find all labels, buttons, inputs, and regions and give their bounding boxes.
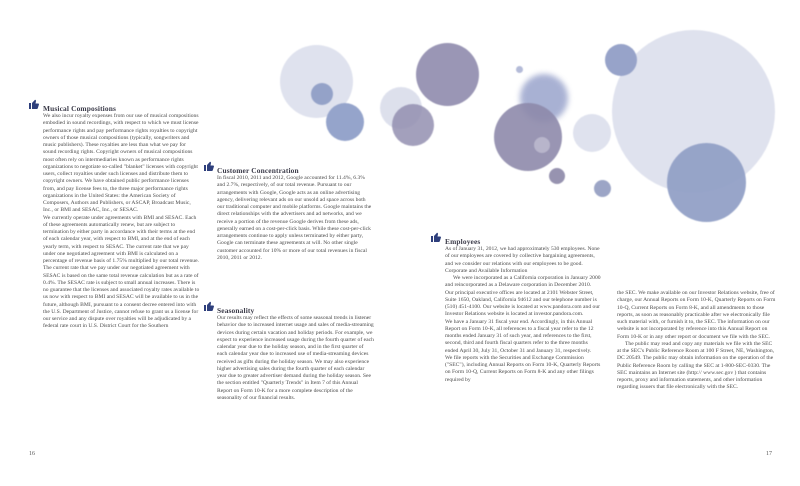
section-paragraph: We file reports with the Securities and Exchange Commission ("SEC"), including Annual Reports on Form 10-K, Quarterly Reports on Form 10-Q, Current Reports on Form 8-K and any other filings required by	[445, 354, 601, 383]
section-paragraph: We have a January 31 fiscal year end. Accordingly, in this Annual Report on Form 10-K, all references to a fiscal year refer to the 12 months ended January 31 of such year, and references to the first, second, third and fourth fiscal quarters refer to the three months ended April 30, July 31, October 31 and January 31, respectively.	[445, 318, 594, 354]
bubble-highlight-dot	[534, 137, 550, 153]
thumbs-up-icon	[28, 98, 40, 110]
section-sec-information	[617, 290, 777, 392]
bubble-blue-top-right	[605, 44, 637, 76]
section-title: Seasonality	[217, 306, 255, 315]
section-paragraph: We also incur royalty expenses from our use of musical compositions embodied in sound recordings, with respect to which we must license performance rights and pay performance rights royalties to copyright owners of those musical compositions (typically, songwriters and music publishers). These royalties are less than what we pay for sound recording rights. Copyright owners of musical compositions most often rely on intermediaries known as performance rights organizations to negotiate so-called "blanket" licenses with copyright users, collect royalties under such licenses and distribute them to copyright owners. We have obtained public performance licenses from, and pay license fees to, the three major performance rights organizations in the United States: the American Society of Composers, Authors and Publishers, or ASCAP, Broadcast Music, Inc., or BMI and SESAC, Inc., or SESAC.	[43, 113, 199, 214]
section-paragraph: Our results may reflect the effects of some seasonal trends in listener behavior due to increased internet usage and sales of media-streaming devices during certain vacation and holiday periods. For example, we expect to experience increased usage during the fourth quarter of each calendar year due to the holiday season, and in the first quarter of each calendar year due to increased use of media-streaming devices received as gifts during the holiday season. We may also experience higher advertising sales during the fourth quarter of each calendar year due to greater advertiser demand during the holiday season. See the section entitled "Quarterly Trends" in Item 7 of this Annual Report on Form 10-K for a more complete description of the seasonality of our financial results.	[217, 315, 374, 401]
section-paragraph: As of January 31, 2012, we had approximately 530 employees. None of our employees are covered by collective bargaining agreements, and we consider our relations with our employees to be good.	[445, 246, 600, 267]
section-paragraph: We were incorporated as a California corporation in January 2000 and reincorporated as a Delaware corporation in December 2010. Our principal executive offices are located at 2101 Webster Street, Suite 1650, Oakland, California 94612 and our telephone number is (510) 451-4100. Our website is located at www.pandora.com and our Investor Relations website is located at investor.pandora.com.	[445, 275, 601, 318]
section-paragraph: In fiscal 2010, 2011 and 2012, Google accounted for 11.4%, 6.3% and 2.7%, respectively, of our total revenue. Pursuant to our arrangements with Google, Google acts as an online advertising agency, delivering relevant ads on our unsold ad space across both our traditional computer and mobile platforms. Google maintains the direct relationships with the advertisers and ad networks, and we receive a portion of the revenue Google derives from these ads, generally earned on a cost-per-click basis. While these cost-per-click arrangements continue to apply unless terminated by either party, Google can terminate these agreements at will. No other single customer accounted for 10% or more of our total revenues in fiscal 2010, 2011 or 2012.	[217, 175, 372, 261]
section-paragraph: We currently operate under agreements with BMI and SESAC. Each of these agreements automatically renew, but are subject to termination by either party in accordance with their terms at the end of each calendar year, with respect to BMI, and at the end of each yearly term, with respect to SESAC. The current rate that we pay under one negotiated agreement with BMI is calculated on a percentage of revenue basis of 1.75% multiplied by our total revenue. The current rate that we pay under our negotiated agreement with SESAC is based on the same total revenue calculation but as a rate of 0.4%. The SESAC rate is subject to small annual increases. There is no guarantee that the licenses and associated royalty rates available to us now with respect to BMI and SESAC will be available to us in the future, although BMI, pursuant to a consent decree entered into with the U.S. Department of Justice, cannot refuse to grant us a license for our service and any dispute over royalties will be adjudicated by a federal rate court in U.S. District Court for the Southern	[43, 214, 200, 330]
section-paragraph: the SEC. We make available on our Investor Relations website, free of charge, our Annual Reports on Form 10-K, Quarterly Reports on Form 10-Q, Current Reports on Form 8-K, and all amendments to those reports, as soon as reasonably practicable after we electronically file such material with, or furnish it to, the SEC. The information on our website is not incorporated by reference into this Annual Report on Form 10-K or in any other report or document we file with the SEC.	[617, 290, 776, 340]
bubble-small-blue-low	[594, 180, 611, 197]
section-seasonality	[217, 306, 374, 402]
section-musical-compositions	[43, 104, 200, 331]
section-subheading: Corporate and Available Information	[445, 267, 528, 274]
bubble-purple-large	[416, 43, 479, 106]
section-paragraph: The public may read and copy any materials we file with the SEC at the SEC's Public Reference Room at 100 F Street, NE, Washington, DC 20549. The public may obtain information on the operation of the Public Reference Room by calling the SEC at 1-800-SEC-0330. The SEC maintains an Internet site (http:// www.sec.gov ) that contains reports, proxy and information statements, and other information regarding issuers that file electronically with the SEC.	[617, 340, 775, 391]
bubble-blue-bottom-right	[667, 143, 746, 222]
bubble-blue-medium	[326, 103, 364, 141]
bubble-light-small	[573, 114, 611, 152]
section-title: Musical Compositions	[43, 104, 117, 113]
bubble-purple-right	[494, 103, 562, 171]
page-number-left: 16	[29, 451, 35, 457]
bubble-tiny-dot	[516, 66, 523, 73]
section-title: Employees	[445, 237, 481, 246]
bubble-blue-small	[311, 83, 333, 105]
thumbs-up-icon	[430, 231, 442, 243]
section-employees	[445, 237, 601, 384]
section-customer-concentration	[217, 166, 374, 262]
bubble-purple-mid-low	[392, 104, 434, 146]
bubble-small-purple	[549, 168, 565, 184]
thumbs-up-icon	[203, 160, 215, 172]
section-title: Customer Concentration	[217, 166, 299, 175]
page-number-right: 17	[766, 451, 772, 457]
thumbs-up-icon	[203, 300, 215, 312]
